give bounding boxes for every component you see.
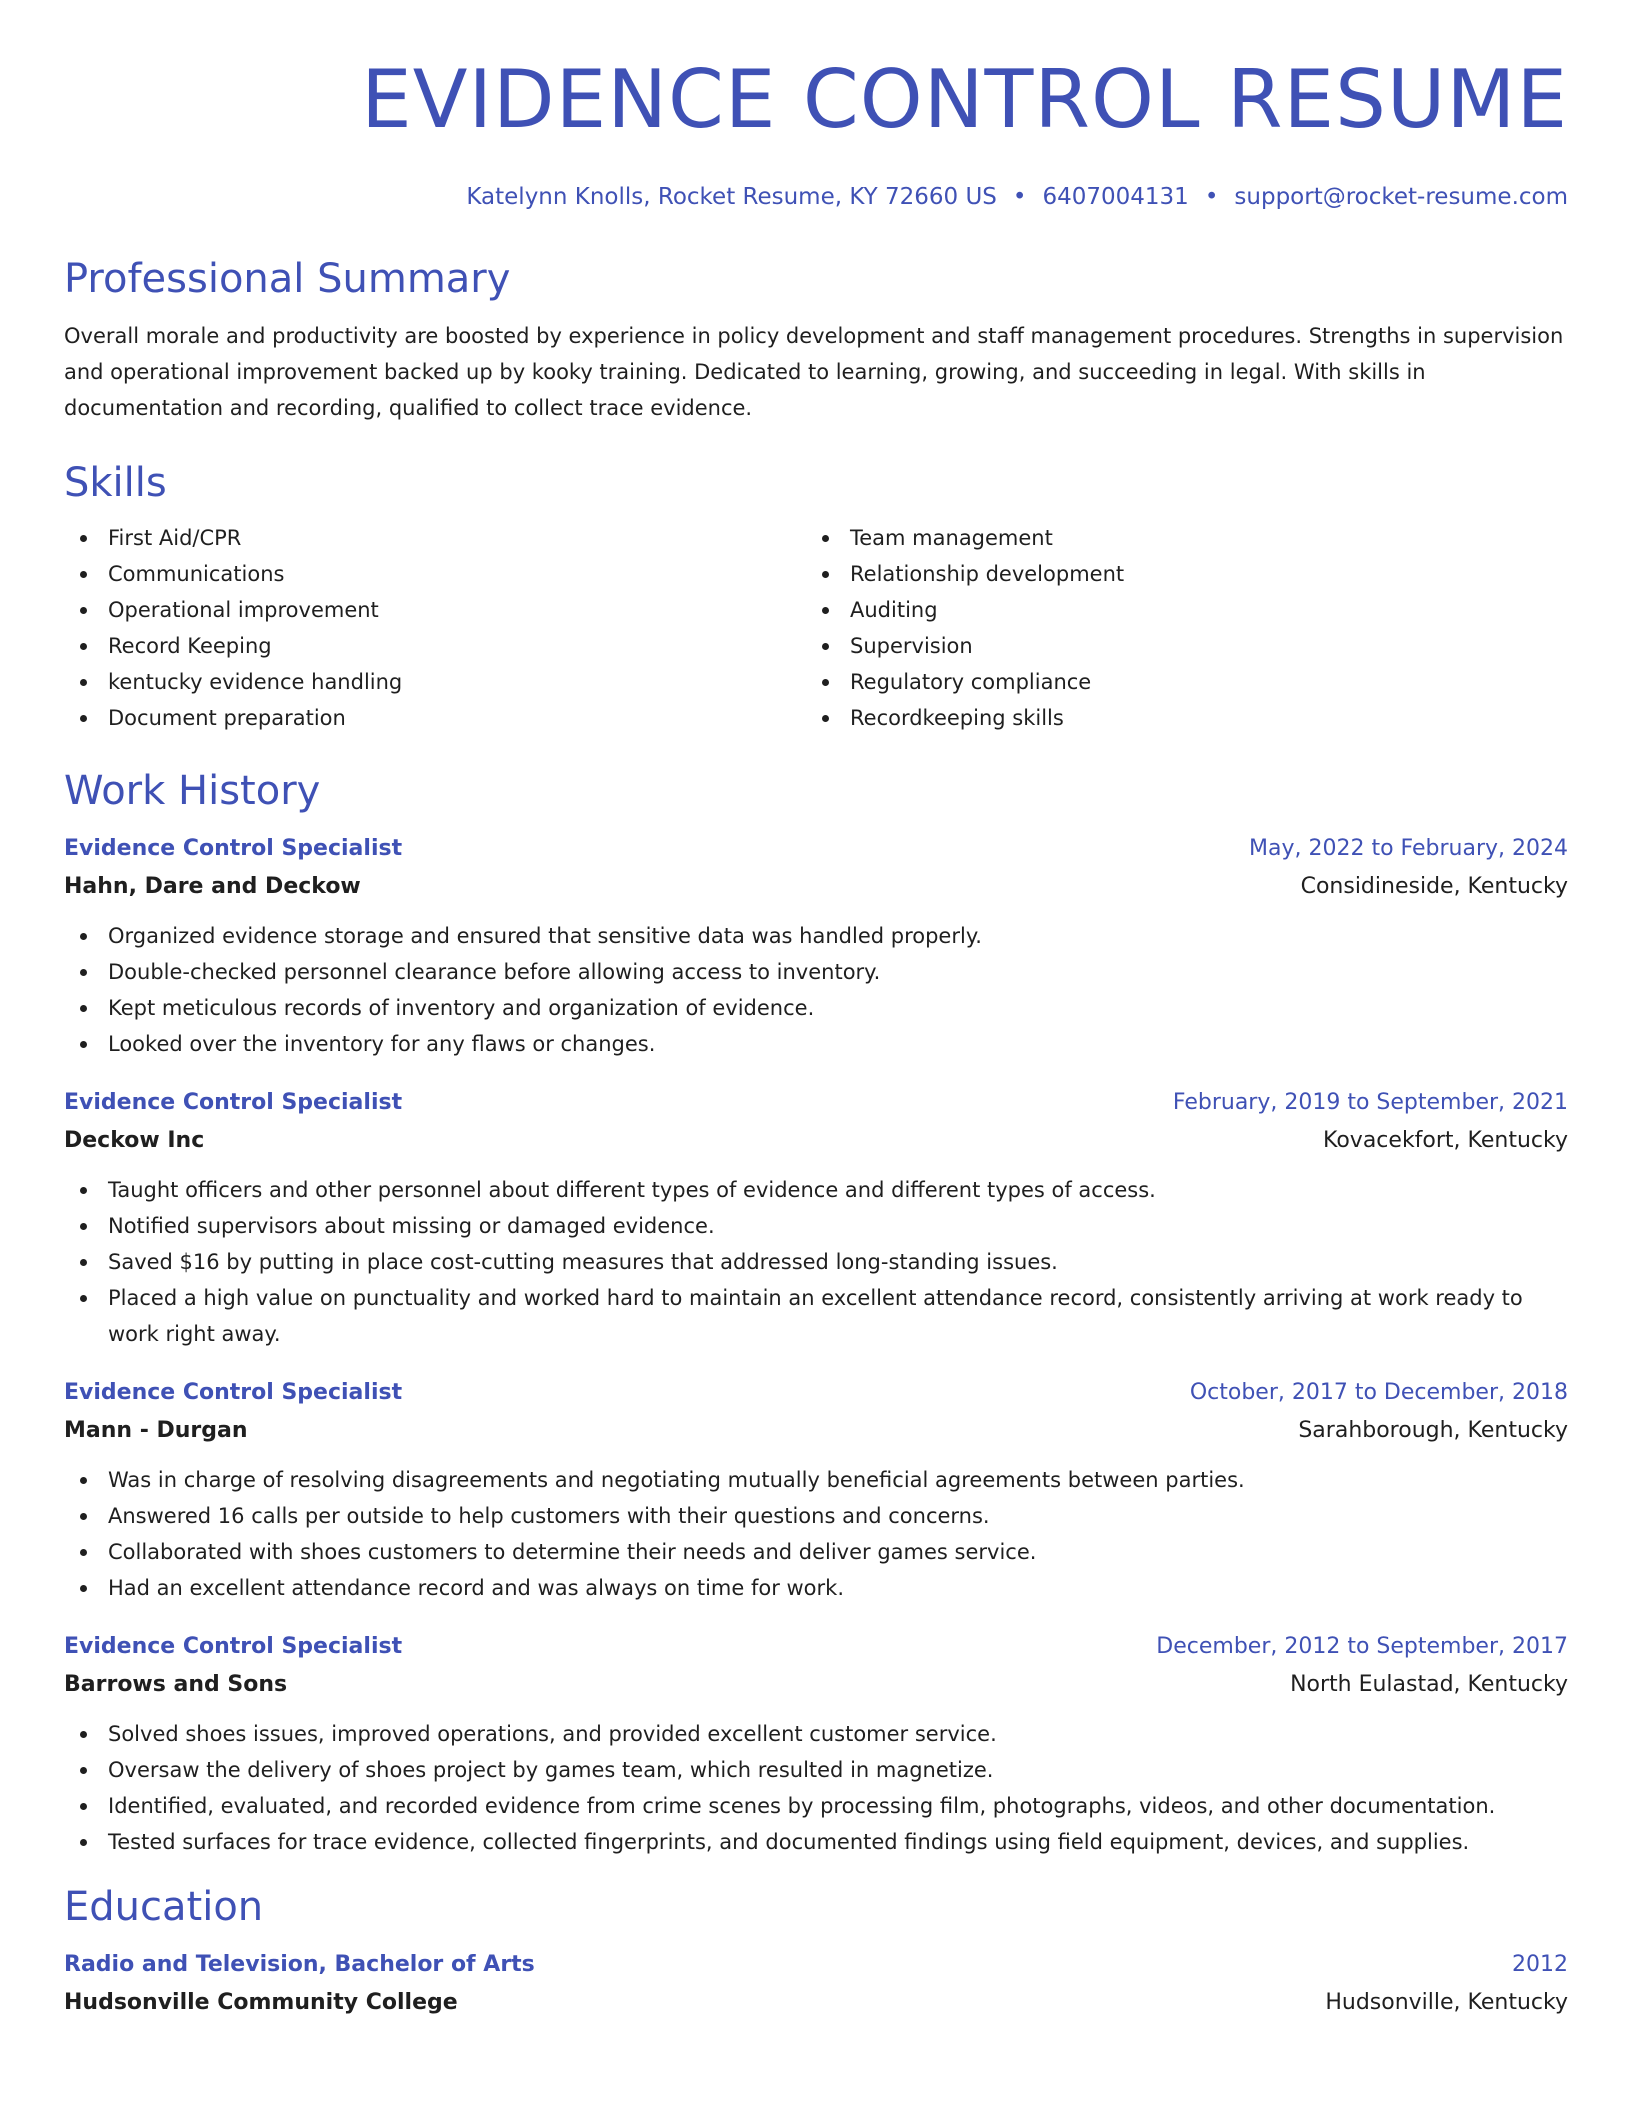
job-location: Considineside, Kentucky	[1300, 874, 1568, 899]
education-entry	[64, 1946, 1568, 2022]
job-bullet: Saved $16 by putting in place cost-cutting measures that addressed long-standing issues.	[64, 1244, 1568, 1280]
job-employer-row	[64, 868, 1568, 906]
summary-section	[64, 254, 1568, 426]
job-employer: Hahn, Dare and Deckow	[64, 874, 361, 899]
resume-title: EVIDENCE CONTROL RESUME	[361, 53, 1568, 146]
job-bullets	[64, 1172, 1568, 1352]
education-degree: Radio and Television, Bachelor of Arts	[64, 1952, 535, 1977]
job-bullet: Collaborated with shoes customers to determine their needs and deliver games service.	[64, 1534, 1568, 1570]
job-bullet: Oversaw the delivery of shoes project by games team, which resulted in magnetize.	[64, 1752, 1568, 1788]
job-title-row	[64, 1084, 1568, 1122]
summary-text: Overall morale and productivity are boosted by experience in policy development and staff management procedures. Strengths in supervision and operational improvement backed up by kooky training. Dedicated to learning, growing, and succeeding in legal. With skills in documentation and recording, qualified to collect trace evidence.	[64, 324, 1564, 420]
skills-left-list	[64, 520, 806, 736]
contact-address: Katelynn Knolls, Rocket Resume, KY 72660 US	[466, 184, 997, 210]
education-degree-row	[64, 1946, 1568, 1984]
job-dates: May, 2022 to February, 2024	[1249, 836, 1568, 861]
job-title: Evidence Control Specialist	[64, 1634, 403, 1659]
education-section	[64, 1882, 1568, 2022]
job-employer-row	[64, 1412, 1568, 1450]
skills-heading: Skills	[64, 460, 167, 506]
job-entry	[64, 1084, 1568, 1352]
job-employer-row	[64, 1122, 1568, 1160]
contact-email: support@rocket-resume.com	[1234, 184, 1568, 210]
contact-separator: •	[1204, 184, 1219, 210]
skill-item: Team management	[806, 520, 1548, 556]
job-bullets	[64, 1716, 1568, 1860]
skill-item: Recordkeeping skills	[806, 700, 1548, 736]
job-employer: Deckow Inc	[64, 1128, 205, 1153]
education-location: Hudsonville, Kentucky	[1325, 1990, 1568, 2015]
skill-item: kentucky evidence handling	[64, 664, 806, 700]
skills-section	[64, 458, 1568, 736]
job-entry	[64, 1628, 1568, 1860]
job-bullet: Was in charge of resolving disagreements and negotiating mutually beneficial agreements between parties.	[64, 1462, 1568, 1498]
work-history-heading: Work History	[64, 768, 321, 814]
skill-item: Relationship development	[806, 556, 1548, 592]
job-location: Kovacekfort, Kentucky	[1323, 1128, 1568, 1153]
job-bullet: Solved shoes issues, improved operations, and provided excellent customer service.	[64, 1716, 1568, 1752]
job-bullets	[64, 918, 1568, 1062]
job-entry	[64, 1374, 1568, 1606]
job-bullet: Taught officers and other personnel about different types of evidence and different types of access.	[64, 1172, 1568, 1208]
job-title-row	[64, 830, 1568, 868]
job-dates: October, 2017 to December, 2018	[1189, 1380, 1568, 1405]
job-bullets	[64, 1462, 1568, 1606]
job-location: North Eulastad, Kentucky	[1290, 1672, 1568, 1697]
skill-item: First Aid/CPR	[64, 520, 806, 556]
job-employer: Mann - Durgan	[64, 1418, 248, 1443]
job-title: Evidence Control Specialist	[64, 1380, 403, 1405]
education-heading: Education	[64, 1884, 264, 1930]
job-title: Evidence Control Specialist	[64, 1090, 403, 1115]
skills-columns	[64, 520, 1568, 736]
job-employer-row	[64, 1666, 1568, 1704]
job-location: Sarahborough, Kentucky	[1298, 1418, 1568, 1443]
education-school: Hudsonville Community College	[64, 1990, 458, 2015]
education-school-row	[64, 1984, 1568, 2022]
contact-phone: 6407004131	[1042, 184, 1189, 210]
contact-line	[64, 182, 1568, 212]
skill-item: Auditing	[806, 592, 1548, 628]
work-history-section	[64, 766, 1568, 1860]
skill-item: Regulatory compliance	[806, 664, 1548, 700]
job-dates: December, 2012 to September, 2017	[1156, 1634, 1568, 1659]
job-title-row	[64, 1628, 1568, 1666]
skill-item: Supervision	[806, 628, 1548, 664]
education-year: 2012	[1512, 1952, 1568, 1977]
job-bullet: Kept meticulous records of inventory and organization of evidence.	[64, 990, 1568, 1026]
job-bullet: Tested surfaces for trace evidence, collected fingerprints, and documented findings using field equipment, devices, and supplies.	[64, 1824, 1568, 1860]
job-bullet: Looked over the inventory for any flaws or changes.	[64, 1026, 1568, 1062]
skills-right-list	[806, 520, 1548, 736]
job-bullet: Placed a high value on punctuality and worked hard to maintain an excellent attendance record, consistently arriving at work ready to work right away.	[64, 1280, 1568, 1352]
job-entry	[64, 830, 1568, 1062]
job-bullet: Notified supervisors about missing or damaged evidence.	[64, 1208, 1568, 1244]
job-title: Evidence Control Specialist	[64, 836, 403, 861]
skill-item: Operational improvement	[64, 592, 806, 628]
job-bullet: Answered 16 calls per outside to help customers with their questions and concerns.	[64, 1498, 1568, 1534]
job-title-row	[64, 1374, 1568, 1412]
job-bullet: Double-checked personnel clearance before allowing access to inventory.	[64, 954, 1568, 990]
contact-separator: •	[1012, 184, 1027, 210]
skill-item: Document preparation	[64, 700, 806, 736]
resume-header	[64, 0, 1568, 212]
skill-item: Record Keeping	[64, 628, 806, 664]
job-bullet: Identified, evaluated, and recorded evidence from crime scenes by processing film, photographs, videos, and other documentation.	[64, 1788, 1568, 1824]
job-dates: February, 2019 to September, 2021	[1172, 1090, 1568, 1115]
summary-heading: Professional Summary	[64, 256, 511, 302]
job-employer: Barrows and Sons	[64, 1672, 288, 1697]
job-bullet: Organized evidence storage and ensured that sensitive data was handled properly.	[64, 918, 1568, 954]
skill-item: Communications	[64, 556, 806, 592]
job-bullet: Had an excellent attendance record and was always on time for work.	[64, 1570, 1568, 1606]
resume-page	[64, 0, 1568, 2022]
